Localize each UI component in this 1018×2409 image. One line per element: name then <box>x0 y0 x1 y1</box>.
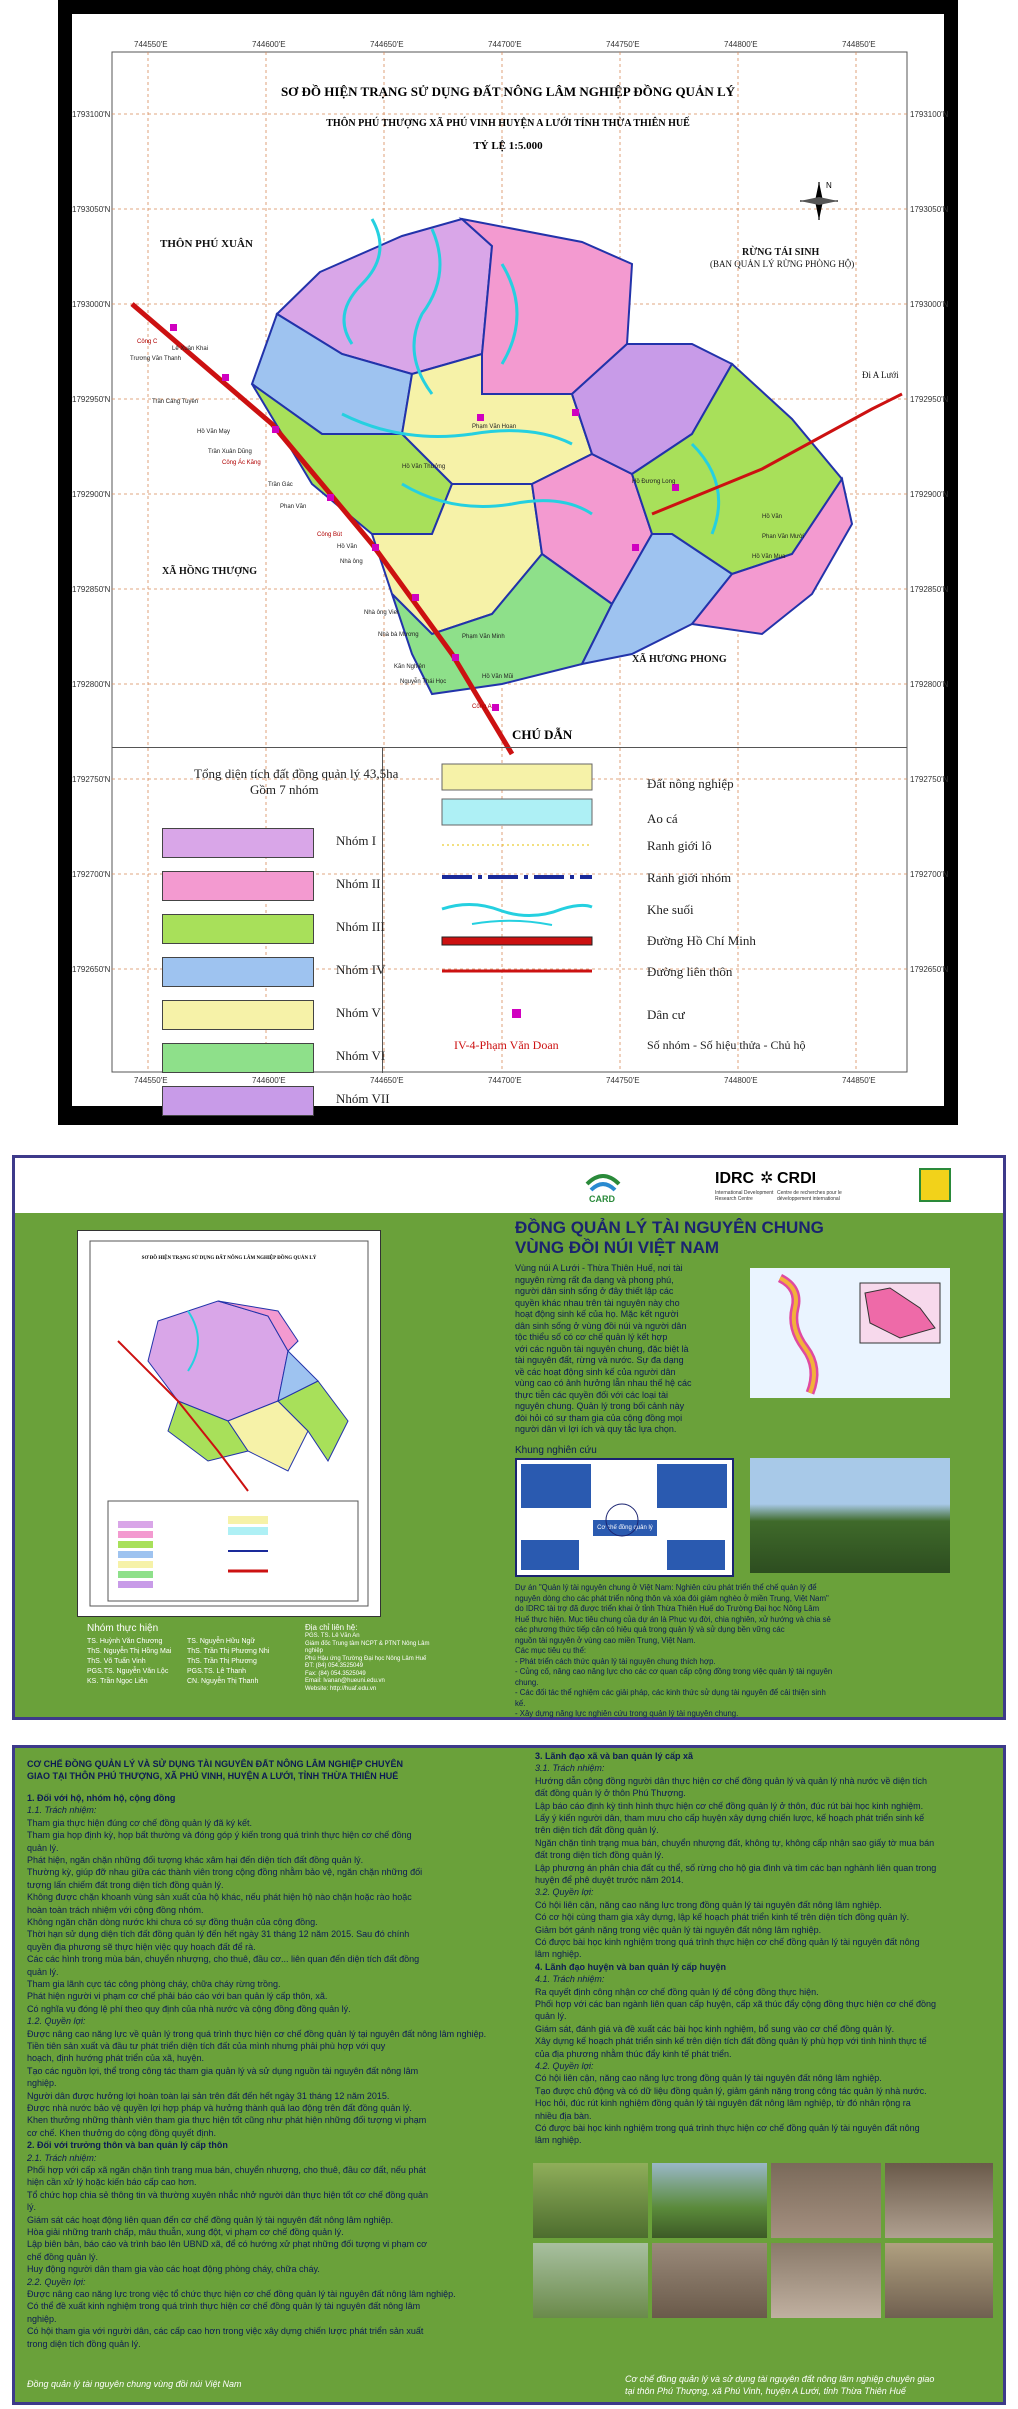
coord-right: 1793000'N <box>910 300 949 309</box>
idrc-text: International Development Research Centre <box>715 1190 774 1202</box>
section-heading: 1. Đối với hộ, nhóm hộ, cộng đồng <box>27 1793 176 1803</box>
legend-item-plot-boundary: Ranh giới lô <box>647 838 712 853</box>
field-photo <box>652 2163 767 2238</box>
legend-group-label: Nhóm III <box>336 919 385 934</box>
mechanism-text-line: Lập biên bản, báo cáo và trình báo lên UBND xã, để có hướng xử phạt những đối tượng vi phạm cơ <box>27 2239 428 2250</box>
coord-bottom: 744700'E <box>488 1076 522 1085</box>
household-label: Hồ Văn Mua <box>752 554 786 560</box>
legend-groups-count: Gồm 7 nhóm <box>250 782 319 797</box>
meeting-photo <box>885 2163 993 2238</box>
mechanism-text-line: Giảm bớt gánh nặng trong việc quản lý tài nguyên đất nông lâm nghiệp. <box>535 1924 822 1935</box>
mechanism-text-line: Phát hiện, ngăn chặn những đối tượng khác xâm hại đến diện tích đất đồng quản lý. <box>27 1855 364 1865</box>
coord-bottom: 744550'E <box>134 1076 168 1085</box>
legend-group-label: Nhóm IV <box>336 962 386 977</box>
household-label: Lê Xuân Khai <box>172 346 209 352</box>
mechanism-text-line: Có thể đề xuất kinh nghiệm trong quá trình thực hiện cơ chế đồng quản lý tài nguyên đất nông lâm <box>27 2301 421 2312</box>
project-line: do IDRC tài trợ đã được triển khai ở tỉnh Thừa Thiên Huế do Trường Đại học Nông Lâm <box>515 1604 820 1613</box>
coord-bottom: 744850'E <box>842 1076 876 1085</box>
framework-center-box: Cơ chế đồng quản lý <box>593 1520 657 1536</box>
legend-symbols <box>432 759 632 1039</box>
mechanism-text-line: Được nâng cao năng lực về quản lý trong quá trình thực hiện cơ chế đồng quản lý tại nguyên đất nông lâm nghiệp. <box>27 2028 487 2039</box>
mechanism-text-line: Phát hiện người vi phạm cơ chế phải báo cáo với ban quản lý cấp thôn, xã. <box>27 1991 328 2002</box>
coord-left: 1793050'N <box>72 205 111 214</box>
contact-name: PGS.TS. Lê Thanh <box>187 1668 247 1675</box>
household-label: Phan Văn <box>280 504 307 510</box>
mechanism-text-line: lâm nghiệp. <box>535 1949 582 1960</box>
household-label: Phan Văn Mười <box>762 534 805 540</box>
legend-item-residence: Dân cư <box>647 1007 685 1022</box>
legend-group-label: Nhóm II <box>336 876 381 891</box>
coord-right: 1792850'N <box>910 585 949 594</box>
mechanism-text-line: trong diện tích đồng quản lý. <box>27 2338 141 2349</box>
project-line: Dự án "Quản lý tài nguyên chung ở Việt Nam: Nghiên cứu phát triển thể chế quản lý để <box>515 1583 817 1592</box>
contact-name: ThS. Trần Thị Phương <box>187 1658 257 1665</box>
coord-right: 1792900'N <box>910 490 949 499</box>
mechanism-text-line: Phối hợp với cấp xã ngăn chặn tình trạng mua bán, chuyển nhượng, cho thuê, đầu cơ đất, nếu phát <box>27 2165 426 2175</box>
mechanism-title-line1: CƠ CHẾ ĐỒNG QUẢN LÝ VÀ SỬ DỤNG TÀI NGUYÊN ĐẤT NÔNG LÂM NGHIỆP CHUYÊN <box>27 1759 403 1769</box>
mechanism-text-line: hoạch, định hướng phát triển của xã, huyện. <box>27 2053 205 2064</box>
legend-group-swatch <box>162 1086 314 1116</box>
mechanism-text-line: Tạo các nguồn lợi, thể trong công tác tham gia quản lý và sử dụng nguồn tài nguyên đất nông lâm <box>27 2065 419 2076</box>
field-photo <box>533 2163 648 2238</box>
intro-line: thực tiễn các quyền đối với các loại tài <box>515 1389 669 1400</box>
coord-right: 1793100'N <box>910 110 949 119</box>
footer-left: Đồng quản lý tài nguyên chung vùng đồi núi Việt Nam <box>27 2379 242 2389</box>
intro-line: tộc thiểu số có cơ chế quản lý kết hợp <box>515 1332 668 1342</box>
project-line: các phương thức tiếp cận có hiệu quả trong quản lý và sử dụng bền vững các <box>515 1625 785 1634</box>
project-line: nguồn tài nguyên ở vùng cao miền Trung, Việt Nam. <box>515 1635 696 1645</box>
intro-line: với các nguồn tài nguyên chung, đặc biệt là <box>515 1343 689 1354</box>
mechanism-text-line: Có hội liên cận, năng cao năng lực trong đồng quản lý tài nguyên đất nông lâm nghiệp. <box>535 2073 882 2084</box>
legend-item-agri: Đất nông nghiệp <box>647 776 734 791</box>
section-heading: 3. Lãnh đạo xã và ban quản lý cấp xã <box>535 1751 694 1761</box>
project-line: nguyên dòng cho các phát triển nông thôn và xóa đói giảm nghèo ở miền Trung, Việt Nam" <box>515 1593 829 1603</box>
mechanism-text-line: quản lý. <box>27 1842 59 1853</box>
framework-arrows <box>577 1500 667 1540</box>
mechanism-text-line: Ra quyết định công nhận cơ chế đồng quản lý để cộng đồng thực hiện. <box>535 1986 819 1997</box>
place-phu-xuan: THÔN PHÚ XUÂN <box>160 238 253 250</box>
coord-top: 744550'E <box>134 40 168 49</box>
footer-right-line2: tại thôn Phú Thượng, xã Phú Vinh, huyện A Lưới, tỉnh Thừa Thiên Huế <box>625 2386 906 2396</box>
mechanism-text-line: Lấy ý kiến người dân, tham mưu cho cấp huyện xây dựng chiến lược, kế hoạch phát triển sinh kế <box>535 1813 925 1823</box>
svg-text:N: N <box>826 181 832 190</box>
address-line: ĐT: (84) 054.3525049 <box>305 1663 364 1669</box>
mechanism-text-line: Có được bài học kinh nghiệm trong quá trình thực hiện cơ chế đồng quản lý tài nguyên đất nông <box>535 1937 920 1947</box>
coord-top: 744600'E <box>252 40 286 49</box>
poster-map-drawing <box>78 1231 380 1616</box>
legend-group-swatch <box>162 871 314 901</box>
household-label: Hồ Văn <box>762 514 783 520</box>
address-line: Website: http://huaf.edu.vn <box>305 1685 377 1692</box>
address-line: Fax: (84) 054.3525049 <box>305 1670 366 1677</box>
mechanism-text-line: hiện cần xử lý hoặc kiến báo cấp cao hơn. <box>27 2177 197 2188</box>
mechanism-text-line: Các các hình trong mùa bán, chuyển nhượng, cho thuê, đầu cơ... liên quan đến diện tích đất đồng <box>27 1954 420 1965</box>
mechanism-text-line: Có được bài học kinh nghiệm trong quá trình thực hiện cơ chế đồng quản lý tài nguyên đất nông <box>535 2123 920 2133</box>
landscape-photo <box>750 1458 950 1573</box>
legend-group-label: Nhóm I <box>336 833 377 848</box>
legend-group-swatch <box>162 828 314 858</box>
meeting-photo <box>771 2243 881 2318</box>
mechanism-text-line: Phối hợp với các ban ngành liên quan cấp huyện, cấp xã thúc đẩy cộng đồng thực hiện cơ chế đồng <box>535 1999 937 2009</box>
subsection-heading: 4.2. Quyền lợi: <box>535 2061 594 2071</box>
mechanism-text-line: Giám sát, đánh giá và đề xuất các bài học kinh nghiệm, bổ sung vào cơ chế đồng quản lý. <box>535 2023 895 2034</box>
contact-name: PGS.TS. Nguyễn Văn Lộc <box>87 1668 169 1675</box>
legend-group-label: Nhóm VII <box>336 1091 390 1106</box>
meeting-photo <box>885 2243 993 2318</box>
mechanism-text-line: Có hội tham gia với người dân, các cấp cao hơn trong việc xây dựng chiến lược phát triển sản xuất <box>27 2326 424 2337</box>
coord-left: 1792950'N <box>72 395 111 404</box>
poster-header <box>15 1158 1003 1213</box>
mechanism-text-line: Học hỏi, đúc rút kinh nghiệm đồng quản lý tài nguyên đất nông lâm nghiệp, từ đó nhân rộng ra <box>535 2098 911 2109</box>
legend-example-note: Số nhóm - Số hiệu thửa - Chủ hộ <box>647 1038 806 1052</box>
map-scale: TỶ LỆ 1:5.000 <box>473 140 543 152</box>
address-line: Phú Hậu ứng Trường Đại học Nông Lâm Huế <box>305 1655 427 1662</box>
address-heading: Địa chỉ liên hệ: <box>305 1623 358 1632</box>
mechanism-text-line: Không được chặn khoanh vùng sản xuất của hộ khác, nếu phát hiện hộ nào chặn hoặc rào hoặc <box>27 1892 412 1903</box>
mechanism-text-line: Tổ chức họp chia sẻ thông tin và thường xuyên nhắc nhở người dân thực hiện tốt cơ chế đồng quản <box>27 2189 428 2200</box>
intro-line: Vùng núi A Lưới - Thừa Thiên Huế, nơi tài <box>515 1263 683 1273</box>
coord-left: 1792900'N <box>72 490 111 499</box>
coord-top: 744850'E <box>842 40 876 49</box>
household-label: Nhà ông <box>340 559 363 565</box>
intro-line: vùng cao có ảnh hưởng lẫn nhau thế hệ các <box>515 1378 692 1388</box>
legend-item-stream: Khe suối <box>647 902 694 917</box>
mechanism-text-line: của địa phương nhằm thúc đẩy kinh tế phát triển. <box>535 2048 732 2059</box>
place-forest: RỪNG TÁI SINH <box>742 247 820 258</box>
mechanism-text-line: Có nghĩa vụ đóng lệ phí theo quy định của nhà nước và cộng đồng đồng quản lý. <box>27 2003 351 2014</box>
address-line: PGS. TS. Lê Văn An <box>305 1633 360 1639</box>
intro-line: quyền khác nhau trên tài nguyên này cho <box>515 1297 680 1308</box>
project-line: - Các đối tác thể nghiệm các giải pháp, các kinh thức sử dụng tài nguyên để cải thiện sinh <box>515 1688 826 1697</box>
household-label: Trần Cảng Tuyên <box>152 399 199 405</box>
mechanism-text-line: Huy động người dân tham gia vào các hoạt động phòng cháy, chữa cháy. <box>27 2264 320 2275</box>
mechanism-text-line: Tiền tiên sản xuất và đầu tư phát triển diện tích đất của mình nhưng phải phù hợp với quy <box>27 2041 386 2051</box>
mechanism-text-line: Không ngăn chặn dòng nước khi chưa có sự đồng thuận của cộng đồng. <box>27 1917 318 1927</box>
coord-top: 744750'E <box>606 40 640 49</box>
legend-item-village-road: Đường liên thôn <box>647 964 733 979</box>
household-label: Công Ác Kăng <box>222 460 261 466</box>
household-label: Hồ Văn Thưởng <box>402 464 446 470</box>
household-label: Kăn Nghiên <box>394 664 426 670</box>
intro-line: nguyên rừng rất đa dạng và phong phú, <box>515 1274 674 1285</box>
coord-bottom: 744650'E <box>370 1076 404 1085</box>
mechanism-text-line: Lập phương án phân chia đất cụ thể, số rừng cho hộ gia đình và tìm các bạn nghành liên quan trong <box>535 1862 937 1873</box>
mechanism-text-line: chế đồng quản lý. <box>27 2251 99 2262</box>
mechanism-text-line: Hướng dẫn cộng đồng người dân thực hiện cơ chế đồng quản lý và quản lý nhà nước về diện tích <box>535 1775 927 1786</box>
project-line: kế. <box>515 1698 526 1708</box>
mechanism-text-line: quản lý. <box>27 1966 59 1977</box>
meeting-photo <box>652 2243 767 2318</box>
legend-group-swatch <box>162 1043 314 1073</box>
place-hong-thuong: XÃ HỒNG THƯỢNG <box>162 566 258 577</box>
legend-item-hcm-road: Đường Hồ Chí Minh <box>647 933 756 948</box>
subsection-heading: 1.2. Quyền lợi: <box>27 2016 86 2027</box>
mechanism-text-line: Được nâng cao năng lực trong việc tổ chức thực hiện cơ chế đồng quản lý tài nguyên đất nông lâm nghiệp. <box>27 2289 456 2299</box>
svg-text:SƠ ĐỒ HIỆN TRẠNG SỬ DỤNG ĐẤT N: SƠ ĐỒ HIỆN TRẠNG SỬ DỤNG ĐẤT NÔNG LÂM NGHIỆP ĐỒNG QUẢN LÝ <box>141 1256 317 1261</box>
project-line: Huế thực hiện. Mục tiêu chung của dự án là Phục vụ đời, chia nghiên, xử hướng và chia sẻ <box>515 1614 831 1624</box>
coord-right: 1792750'N <box>910 775 949 784</box>
research-framework-diagram <box>515 1458 734 1577</box>
project-line: - Củng cố, nâng cao năng lực cho các cơ quan cấp cộng đồng trong việc quản lý tài nguyên <box>515 1667 833 1676</box>
mechanism-text-line: đất trong diện tích đồng quản lý. <box>535 1850 664 1861</box>
household-label: Công C <box>137 339 158 345</box>
coord-right: 1792700'N <box>910 870 949 879</box>
coord-left: 1792650'N <box>72 965 111 974</box>
coord-left: 1792750'N <box>72 775 111 784</box>
coord-left: 1792700'N <box>72 870 111 879</box>
intro-line: nguyên chung. Quản lý trong bối cảnh này <box>515 1401 685 1411</box>
place-huong-phong: XÃ HƯƠNG PHONG <box>632 654 727 665</box>
address-line: Email: lvanan@hueuni.edu.vn <box>305 1678 385 1684</box>
mechanism-text-line: hoàn toàn trách nhiệm với cộng đồng nhóm. <box>27 1904 204 1915</box>
mechanism-text-line: Khen thưởng những thành viên tham gia thực hiện tốt cũng như phát hiện những đối tượng vi phạm <box>27 2115 427 2126</box>
mechanism-text-line: Ngăn chặn tình trạng mua bán, chuyển nhượng đất, không tự, không cấp nhận sao giấy tờ mua bán <box>535 1837 935 1848</box>
coord-top: 744800'E <box>724 40 758 49</box>
address-line: nghiệp <box>305 1648 324 1654</box>
coord-right: 1792650'N <box>910 965 949 974</box>
mechanism-text-line: Giám sát các hoạt động liên quan đến cơ chế đồng quản lý tài nguyên đất nông lâm nghiệp. <box>27 2214 394 2225</box>
legend-group-label: Nhóm VI <box>336 1048 386 1063</box>
mechanism-text-line: cơ chế. Khen thưởng do cộng đồng quyết định. <box>27 2127 216 2138</box>
vietnam-map <box>750 1268 950 1398</box>
household-label: Hồ Văn Mũi <box>482 674 514 680</box>
household-label: Hồ Văn Mạy <box>197 429 231 435</box>
mechanism-text-line: quyền địa phương sẽ thực hiện việc quy hoạch đất để rà. <box>27 1941 256 1952</box>
subsection-heading: 2.2. Quyền lợi: <box>27 2276 86 2287</box>
legend-group-swatch <box>162 1000 314 1030</box>
mechanism-text-line: Có hội liên cận, năng cao năng lực trong đồng quản lý tài nguyên đất nông lâm nghiệp. <box>535 1899 882 1910</box>
coord-left: 1793000'N <box>72 300 111 309</box>
poster-title-line1: ĐỒNG QUẢN LÝ TÀI NGUYÊN CHUNG <box>515 1218 824 1237</box>
intro-line: người dân vì lợi ích và quy tắc lựa chọn. <box>515 1424 677 1434</box>
intro-line: tài nguyên đất, rừng và nước. Sự đa dạng <box>515 1355 684 1365</box>
coord-right: 1792800'N <box>910 680 949 689</box>
section-heading: 4. Lãnh đạo huyện và ban quản lý cấp huyện <box>535 1961 727 1972</box>
legend-title: CHÚ DẪN <box>512 727 573 742</box>
mechanism-text-line: Tham gia họp định kỳ, họp bất thường và đóng góp ý kiến trong quá trình thực hiện cơ chế đồng <box>27 1830 412 1841</box>
contact-name: ThS. Võ Tuấn Vinh <box>87 1658 146 1665</box>
mechanism-text-line: Được nhà nước bảo vệ quyền lợi hợp pháp và hưởng thành quả lao động trên đất đồng quản lý. <box>27 2103 412 2113</box>
household-label: Công Bút <box>317 532 343 538</box>
framework-heading: Khung nghiên cứu <box>515 1445 597 1456</box>
household-label: Nguyễn Thái Học <box>400 679 447 685</box>
map-border <box>58 0 958 1125</box>
card-logo <box>583 1164 623 1204</box>
address-line: Giám đốc Trung tâm NCPT & PTNT Nông Lâm <box>305 1640 430 1647</box>
mechanism-text-line: Lập báo cáo định kỳ tình hình thực hiện cơ chế đồng quản lý ở thôn, đúc rút bài học kinh nghiệm. <box>535 1800 924 1811</box>
mechanism-title-line2: GIAO TẠI THÔN PHÚ THƯỢNG, XÃ PHÚ VINH, HUYỆN A LƯỚI, TỈNH THỪA THIÊN HUẾ <box>27 1771 399 1781</box>
coord-left: 1793100'N <box>72 110 111 119</box>
subsection-heading: 2.1. Trách nhiệm: <box>27 2152 97 2163</box>
mechanism-text-line: lâm nghiệp. <box>535 2135 582 2146</box>
household-label: Trần Xuân Dũng <box>208 449 252 455</box>
mechanism-text-line: Tạo được chủ động và có dữ liệu đồng quản lý, giảm gánh nặng trong công tác quản lý nhà nước. <box>535 2085 927 2096</box>
mechanism-text-line: nghiệp. <box>27 2313 57 2324</box>
framework-box-bottom-left <box>521 1540 579 1570</box>
mechanism-text-line: lý. <box>27 2202 36 2213</box>
project-line: - Phát triển cách thức quản lý tài nguyên chung thích hợp. <box>515 1656 716 1666</box>
mechanism-text-line: Có cơ hội cùng tham gia xây dựng, lập kế hoạch phát triển kinh tế trên diện tích đồng quản lý. <box>535 1912 910 1923</box>
household-label: Nhà bà Mương <box>378 632 419 638</box>
subsection-heading: 1.1. Trách nhiệm: <box>27 1805 97 1816</box>
intro-line: đòi hỏi có sự tham gia của cộng đồng mọi <box>515 1412 683 1423</box>
footer-right-line1: Cơ chế đồng quản lý và sử dụng tài nguyên đất nông lâm nghiệp chuyên giao <box>625 2374 935 2384</box>
legend-group-label: Nhóm V <box>336 1005 381 1020</box>
coord-bottom: 744600'E <box>252 1076 286 1085</box>
coord-left: 1792800'N <box>72 680 111 689</box>
mechanism-text-line: quản lý. <box>535 2011 567 2022</box>
intro-line: dân sinh sống ở vùng đồi núi và người dân <box>515 1320 687 1331</box>
intro-line: người dân sinh sống ở đây thiết lập các <box>515 1286 674 1296</box>
subsection-heading: 4.1. Trách nhiệm: <box>535 1974 605 1985</box>
coord-top: 744650'E <box>370 40 404 49</box>
idrc-logo: IDRC <box>715 1170 755 1187</box>
place-forest-note: (BAN QUẢN LÝ RỪNG PHÒNG HỘ) <box>710 259 855 269</box>
university-logo <box>919 1168 951 1202</box>
coord-bottom: 744750'E <box>606 1076 640 1085</box>
legend-item-group-boundary: Ranh giới nhóm <box>647 870 732 885</box>
legend-item-pond: Ao cá <box>647 811 678 826</box>
mechanism-text-line: Hòa giải những tranh chấp, mâu thuẫn, xung đột, vi phạm cơ chế đồng quản lý. <box>27 2227 344 2237</box>
mechanism-text-line: Tham gia thực hiện đúng cơ chế đồng quản lý đã ký kết. <box>27 1817 253 1828</box>
poster-map-thumbnail <box>77 1230 381 1617</box>
subsection-heading: 3.2. Quyền lợi: <box>535 1887 594 1898</box>
contacts-heading: Nhóm thực hiện <box>87 1623 159 1634</box>
legend-total: Tổng diện tích đất đồng quản lý 43,5ha <box>194 766 399 781</box>
legend-group-swatch <box>162 957 314 987</box>
intro-line: về các hoạt động sinh kế của người dân <box>515 1366 676 1377</box>
contact-name: TS. Nguyễn Hữu Ngữ <box>187 1638 256 1645</box>
household-label: Hồ Văn <box>337 544 358 550</box>
mechanism-text-line: Tham gia lãnh cực tác công phòng cháy, chữa cháy rừng trồng. <box>27 1979 281 1989</box>
legend-group-swatch <box>162 914 314 944</box>
household-label: Phạm Văn Minh <box>462 634 505 640</box>
project-line: chung. <box>515 1677 539 1687</box>
coord-right: 1793050'N <box>910 205 949 214</box>
contact-name: CN. Nguyễn Thị Thanh <box>187 1678 259 1685</box>
mechanism-poster-panel <box>12 1745 1006 2405</box>
mechanism-text-line: đất đồng quản lý ở thôn Phú Thượng. <box>535 1788 686 1799</box>
coord-top: 744700'E <box>488 40 522 49</box>
project-line: - Xây dựng năng lực nghiên cứu trong quản lý tài nguyên chung. <box>515 1709 739 1718</box>
poster-title-line2: VÙNG ĐỒI NÚI VIỆT NAM <box>515 1238 720 1257</box>
framework-box-right <box>657 1464 727 1508</box>
idrc-star-icon: ✲ <box>760 1170 774 1187</box>
mechanism-text-line: nghiệp. <box>27 2078 57 2089</box>
crdi-logo: CRDI <box>777 1170 817 1187</box>
mechanism-text-line: tượng lấn chiếm đất trong diện tích đồng quản lý. <box>27 1879 224 1890</box>
mechanism-text-line: Thường kỳ, giúp đỡ nhau giữa các thành viên trong cộng đồng nhằm bảo vệ, ngăn chặn những đối <box>27 1867 423 1878</box>
mechanism-text-line: nhiều địa bàn. <box>535 2110 592 2121</box>
intro-line: hoạt động sinh kế của họ. Mặc kết người <box>515 1309 679 1319</box>
coord-bottom: 744800'E <box>724 1076 758 1085</box>
field-photo <box>533 2243 648 2318</box>
subsection-heading: 3.1. Trách nhiệm: <box>535 1763 605 1774</box>
household-label: Trương Văn Thanh <box>130 356 181 362</box>
section-heading: 2. Đối với trưởng thôn và ban quản lý cấp thôn <box>27 2140 228 2151</box>
place-road: Đi A Lưới <box>862 370 899 380</box>
crdi-text: Centre de recherches pour le développement international <box>777 1190 842 1202</box>
map-canvas <box>72 14 949 1106</box>
meeting-photo <box>771 2163 881 2238</box>
poster-panel <box>12 1155 1006 1720</box>
contact-name: KS. Trần Ngọc Liên <box>87 1678 148 1685</box>
contact-name: ThS. Nguyễn Thị Hồng Mai <box>87 1648 172 1655</box>
coord-left: 1792850'N <box>72 585 111 594</box>
household-label: Nhà ông Viet <box>364 610 399 616</box>
framework-box-bottom-right <box>667 1540 725 1570</box>
household-label: Phạm Văn Hoan <box>472 424 517 430</box>
contact-name: ThS. Trần Thị Phương Nhi <box>187 1648 270 1655</box>
contact-name: TS. Huỳnh Văn Chương <box>87 1638 163 1645</box>
household-label: Công A <box>472 704 492 710</box>
mechanism-text-line: Người dân được hưởng lợi hoàn toàn lại sản trên đất đến hết ngày 31 tháng 12 năm 2015. <box>27 2090 390 2101</box>
map-title: SƠ ĐỒ HIỆN TRẠNG SỬ DỤNG ĐẤT NÔNG LÂM NGHIỆP ĐỒNG QUẢN LÝ <box>280 84 736 99</box>
map-subtitle: THÔN PHÚ THƯỢNG XÃ PHÚ VINH HUYỆN A LƯỚI TỈNH THỪA THIÊN HUẾ <box>326 118 690 129</box>
mechanism-text-line: trên diện tích đất đồng quản lý. <box>535 1825 659 1836</box>
mechanism-text-line: huyện để phê duyệt trước năm 2014. <box>535 1875 684 1885</box>
household-label: Hồ Đương Long <box>632 479 676 485</box>
objectives-heading: Các mục tiêu cụ thể: <box>515 1646 587 1655</box>
mechanism-text-line: Xây dựng kế hoạch phát triển sinh kế trên diện tích đất đồng quản lý phù hợp với tình hình thực tế <box>535 2036 927 2047</box>
svg-text:CARD: CARD <box>589 1194 615 1204</box>
coord-right: 1792950'N <box>910 395 949 404</box>
mechanism-text-line: Thời hạn sử dụng diện tích đất đồng quản lý đến hết ngày 31 tháng 12 năm 2015. Sau đó chính <box>27 1929 410 1940</box>
household-label: Trần Gác <box>268 482 293 488</box>
legend-example: IV-4-Phạm Văn Doan <box>454 1038 559 1052</box>
